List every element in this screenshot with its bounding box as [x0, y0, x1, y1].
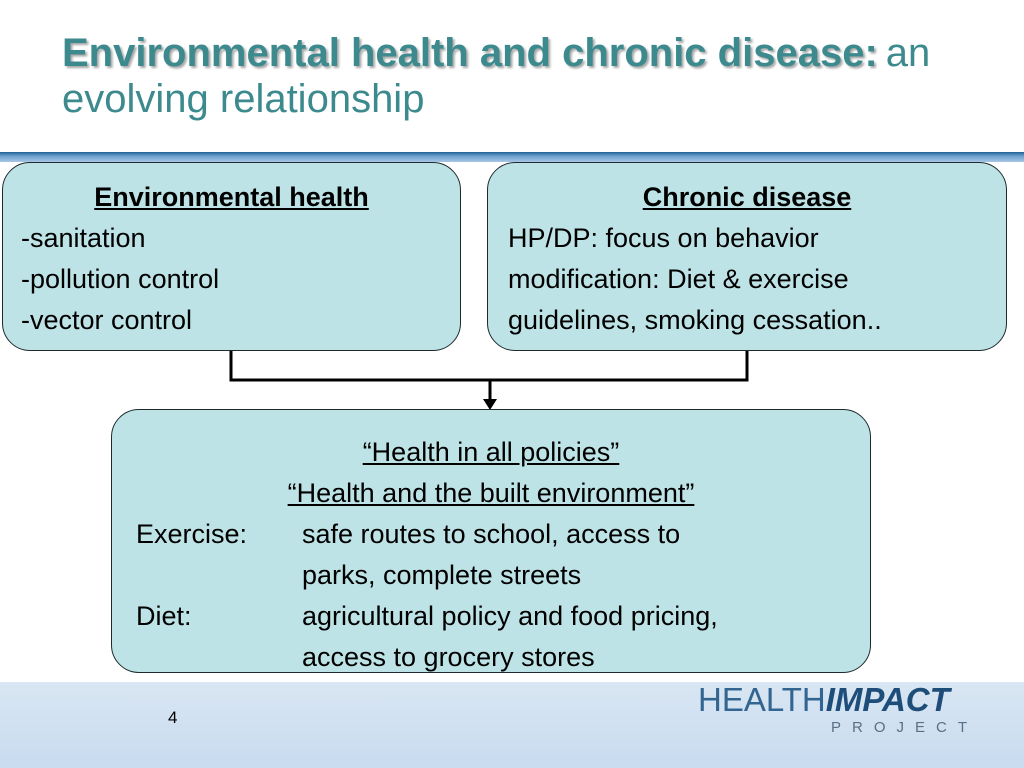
- policy-row-diet: [136, 596, 870, 678]
- policies-heading-1: “Health in all policies”: [362, 437, 620, 467]
- policy-label: Diet:: [136, 601, 192, 631]
- left-item: -vector control: [21, 305, 193, 335]
- right-line: HP/DP: focus on behavior: [508, 223, 819, 253]
- logo-word-project: PROJECT: [830, 719, 978, 736]
- page-number: 4: [168, 708, 178, 727]
- left-item: -pollution control: [21, 264, 220, 294]
- right-line: guidelines, smoking cessation..: [508, 305, 882, 335]
- policy-row-exercise: [136, 514, 870, 596]
- logo-word-impact: IMPACT: [825, 681, 950, 718]
- policy-line: safe routes to school, access to: [302, 519, 681, 549]
- policies-heading-2: “Health and the built environment”: [287, 478, 695, 508]
- environmental-health-heading: Environmental health: [94, 182, 369, 212]
- logo-word-health: HEALTH: [698, 681, 826, 718]
- policy-line: agricultural policy and food pricing,: [302, 601, 718, 631]
- title-subtitle: an evolving relationship: [62, 31, 931, 121]
- policy-label: Exercise:: [136, 519, 248, 549]
- left-item: -sanitation: [21, 223, 146, 253]
- policy-line: access to grocery stores: [302, 642, 595, 672]
- connector-line: [231, 351, 747, 380]
- title-bold: Environmental health and chronic disease:: [62, 31, 878, 75]
- health-impact-project-logo: [698, 683, 978, 736]
- policies-box: [111, 409, 871, 673]
- right-line: modification: Diet & exercise: [508, 264, 849, 294]
- chronic-disease-heading: Chronic disease: [642, 182, 852, 212]
- policy-line: parks, complete streets: [302, 560, 582, 590]
